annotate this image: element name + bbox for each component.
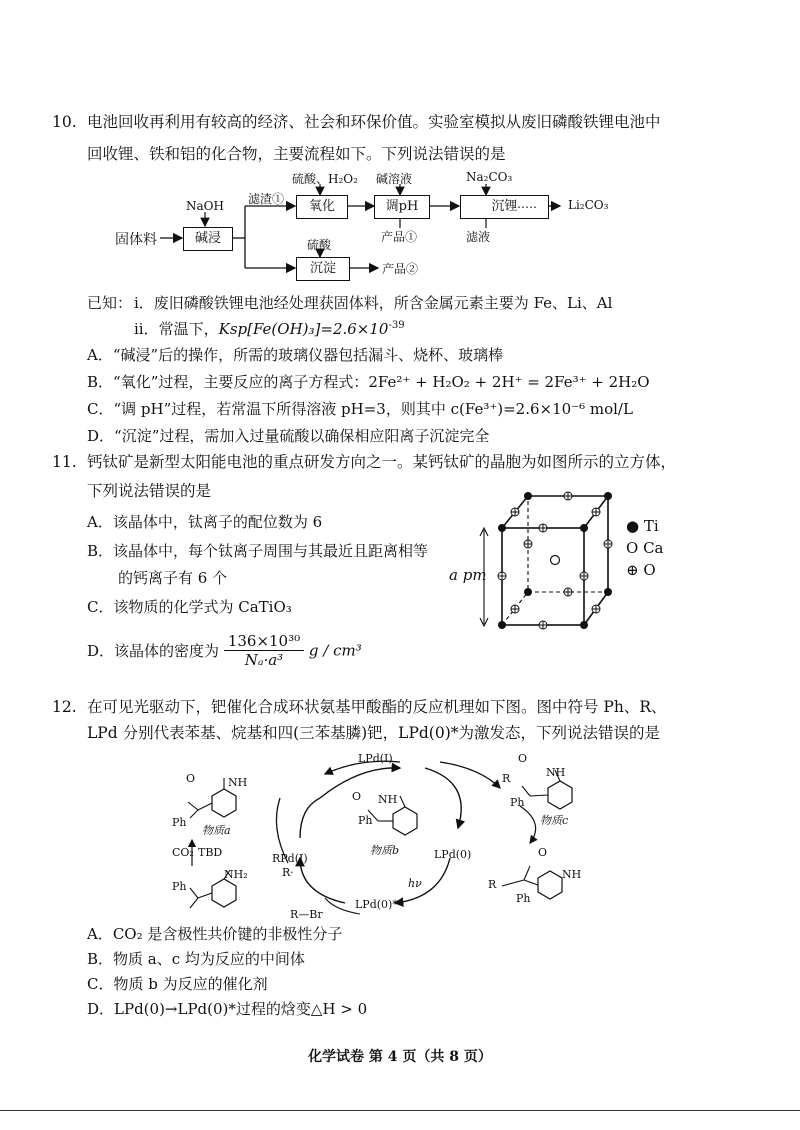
- co2-label: CO₂: [172, 846, 194, 859]
- nh-b: NH: [378, 793, 398, 806]
- reagent-sulfuric: 硫酸: [307, 238, 332, 252]
- substance-b-label: 物质b: [370, 844, 400, 857]
- q11-option-a[interactable]: A．该晶体中，钛离子的配位数为 6: [87, 513, 323, 531]
- reagent-alkali: 碱溶液: [376, 172, 413, 186]
- ca-atom: [551, 556, 560, 565]
- q10-option-b[interactable]: B．“氧化”过程，主要反应的离子方程式：2Fe²⁺ + H₂O₂ + 2H⁺ = 2Fe³⁺ + 2H₂O: [87, 373, 650, 391]
- q10-stem-line2: 回收锂、铁和铝的化合物，主要流程如下。下列说法错误的是: [87, 145, 506, 163]
- r-radical-label: R·: [282, 866, 294, 879]
- q11-option-b-line2[interactable]: 的钙离子有 6 个: [118, 569, 228, 587]
- hv-label: hν: [408, 877, 422, 890]
- known-label: 已知：: [87, 294, 133, 312]
- legend-o: ⊕ O: [626, 561, 656, 579]
- cell-dimension-label: a pm: [449, 566, 487, 584]
- q11-option-c[interactable]: C．该物质的化学式为 CaTiO₃: [87, 598, 292, 616]
- box-precipitate: 沉淀: [296, 257, 350, 281]
- reagent-na2co3: Na₂CO₃: [466, 170, 513, 184]
- product-2: 产品②: [382, 262, 419, 276]
- flow-dots: ……: [513, 197, 537, 211]
- legend-ca: O Ca: [626, 539, 664, 557]
- q12-option-c[interactable]: C．物质 b 为反应的催化剂: [87, 975, 268, 993]
- carbamate-o-a: O: [186, 772, 196, 785]
- rbr-label: R—Br: [290, 908, 323, 921]
- q12-stem-line2: LPd 分别代表苯基、烷基和四(三苯基膦)钯，LPd(0)*为激发态，下列说法错误的是: [87, 724, 661, 742]
- known-2: [134, 318, 405, 339]
- nh-c: NH: [546, 766, 566, 779]
- q11-option-d[interactable]: [87, 632, 362, 669]
- carbamate-o-c: O: [518, 752, 528, 765]
- label-residue: 滤渣①: [248, 192, 285, 206]
- q10-option-d[interactable]: D．“沉淀”过程，需加入过量硫酸以确保相应阳离子沉淀完全: [87, 427, 490, 445]
- box-adjust-ph: 调pH: [374, 195, 430, 219]
- q10-option-c[interactable]: C．“调 pH”过程，若常温下所得溶液 pH=3，则其中 c(Fe³⁺)=2.6×10⁻⁶ mol/L: [87, 400, 633, 418]
- flow-arrows: [0, 0, 800, 300]
- ph-c: Ph: [510, 796, 525, 809]
- final-product: Li₂CO₃: [568, 198, 609, 212]
- density-denominator: Nₐ·a³: [244, 651, 284, 669]
- legend-ti: ● Ti: [626, 517, 659, 535]
- q11-stem-line1: 钙钛矿是新型太阳能电池的重点研发方向之一。某钙钛矿的晶胞为如图所示的立方体，: [87, 453, 677, 471]
- reagent-naoh: NaOH: [186, 199, 224, 213]
- q11-number: 11.: [52, 453, 77, 471]
- known-2-prefix: ii．常温下，: [134, 320, 219, 338]
- tbd-label: TBD: [198, 846, 223, 859]
- q11-stem-line2: 下列说法错误的是: [87, 482, 212, 500]
- q11-option-d-prefix: D．该晶体的密度为: [87, 642, 220, 660]
- nh-product: NH: [562, 868, 582, 881]
- density-fraction: [224, 632, 304, 669]
- known-2-ksp: Ksp[Fe(OH)₃]=2.6×10: [218, 320, 389, 338]
- q11-option-b-line1[interactable]: B．该晶体中，每个钛离子周围与其最近且距离相等: [87, 542, 429, 560]
- q12-option-a[interactable]: A．CO₂ 是含极性共价键的非极性分子: [87, 925, 343, 943]
- r-product: R: [488, 878, 497, 891]
- q12-option-d[interactable]: D．LPd(0)→LPd(0)*过程的焓变△H > 0: [87, 1000, 368, 1018]
- substance-c-label: 物质c: [540, 814, 569, 827]
- page-footer: 化学试卷 第 4 页（共 8 页）: [308, 1049, 492, 1065]
- product-1: 产品①: [381, 230, 418, 244]
- r-c: R: [502, 772, 511, 785]
- ph-start: Ph: [172, 880, 187, 893]
- known-2-exp: -39: [388, 320, 405, 331]
- ph-product: Ph: [516, 892, 531, 905]
- box-precip-li: 沉锂: [460, 195, 549, 219]
- q10-option-a[interactable]: A．“碱浸”后的操作，所需的玻璃仪器包括漏斗、烧杯、玻璃棒: [87, 346, 504, 364]
- nh2-start: NH₂: [224, 868, 248, 881]
- q10-stem-line1: 电池回收再利用有较高的经济、社会和环保价值。实验室模拟从废旧磷酸铁锂电池中: [87, 113, 661, 131]
- box-oxidation: 氧化: [296, 195, 348, 219]
- box-leach: 碱浸: [183, 227, 233, 251]
- page-bottom-rule: [0, 1110, 800, 1111]
- q10-number: 10.: [52, 113, 77, 131]
- known-1: i．废旧磷酸铁锂电池经处理获固体料，所含金属元素主要为 Fe、Li、Al: [134, 294, 613, 312]
- density-unit: g / cm³: [308, 641, 362, 660]
- lpd-1-label: LPd(Ⅰ): [358, 752, 393, 765]
- lpd-0-label: LPd(0): [434, 848, 472, 861]
- nh-a: NH: [228, 776, 248, 789]
- substance-a-label: 物质a: [202, 824, 231, 837]
- q12-stem-line1: 在可见光驱动下，钯催化合成环状氨基甲酸酯的反应机理如下图。图中符号 Ph、R、: [87, 698, 667, 716]
- reagent-oxid: 硫酸、H₂O₂: [292, 172, 358, 186]
- perovskite-unit-cell: [470, 488, 640, 638]
- input-solid: 固体料: [115, 232, 157, 248]
- density-numerator: 136×10³⁰: [224, 632, 304, 651]
- rpd-label: RPd(Ⅰ): [272, 852, 308, 865]
- carbamate-o-b: O: [352, 790, 362, 803]
- carbamate-o-product: O: [538, 846, 548, 859]
- ph-a: Ph: [172, 816, 187, 829]
- q12-number: 12.: [52, 698, 77, 716]
- filtrate: 滤液: [466, 230, 491, 244]
- lpd-0-star-label: LPd(0)*: [355, 898, 398, 911]
- q12-option-b[interactable]: B．物质 a、c 均为反应的中间体: [87, 950, 305, 968]
- ph-b: Ph: [358, 814, 373, 827]
